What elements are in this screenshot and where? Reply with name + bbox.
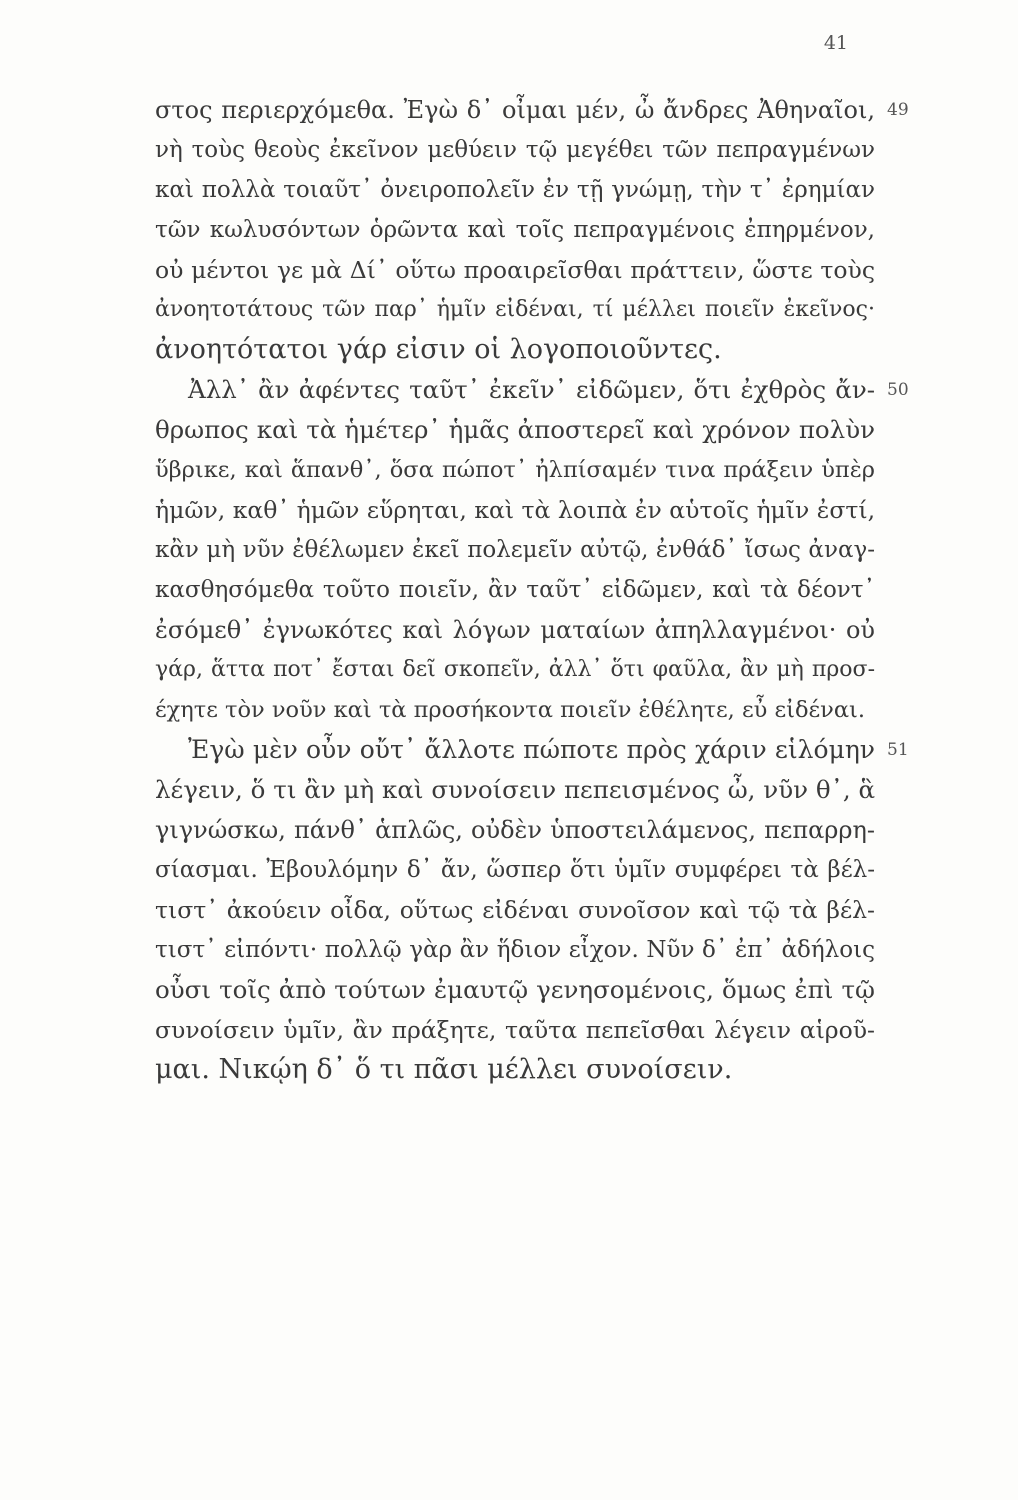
text-line: οὖσι τοῖς ἀπὸ τούτων ἐμαυτῷ γενησομένοις, ὅμως ἐπὶ τῷ [155, 975, 875, 1004]
text-line: συνοίσειν ὑμῖν, ἂν πράξητε, ταῦτα πεπεῖσθαι λέγειν αἱροῦ- [155, 1016, 875, 1044]
text-line: λέγειν, ὅ τι ἂν μὴ καὶ συνοίσειν πεπεισμένος ὦ, νῦν θ᾿, ἃ [155, 775, 875, 804]
section-number: 49 [887, 100, 909, 120]
text-line: κἂν μὴ νῦν ἐθέλωμεν ἐκεῖ πολεμεῖν αὐτῷ, ἐνθάδ᾿ ἴσως ἀναγ- [155, 537, 875, 563]
page-number: 41 [823, 32, 848, 54]
text-line: ἀνοητοτάτους τῶν παρ᾿ ἡμῖν εἰδέναι, τί μέλλει ποιεῖν ἐκεῖνος· [155, 297, 875, 322]
text-line: γάρ, ἅττα ποτ᾿ ἔσται δεῖ σκοπεῖν, ἀλλ᾿ ὅτι φαῦλα, ἂν μὴ προσ- [155, 657, 875, 682]
text-line: οὐ μέντοι γε μὰ Δί᾿ οὕτω προαιρεῖσθαι πράττειν, ὥστε τοὺς [155, 256, 875, 284]
text-line: ἐσόμεθ᾿ ἐγνωκότες καὶ λόγων ματαίων ἀπηλλαγμένοι· οὐ [155, 616, 875, 644]
text-line: στος περιερχόμεθα. Ἐγὼ δ᾿ οἶμαι μέν, ὦ ἄνδρες Ἀθηναῖοι, [155, 96, 875, 124]
section-number: 51 [887, 740, 909, 760]
text-line: θρωπος καὶ τὰ ἡμέτερ᾿ ἡμᾶς ἀποστερεῖ καὶ χρόνον πολὺν [155, 415, 875, 444]
text-line: σίασμαι. Ἐβουλόμην δ᾿ ἄν, ὥσπερ ὅτι ὑμῖν συμφέρει τὰ βέλ- [155, 857, 875, 883]
text-line: Ἐγὼ μὲν οὖν οὔτ᾿ ἄλλοτε πώποτε πρὸς χάριν εἱλόμην [188, 735, 875, 764]
text-line: νὴ τοὺς θεοὺς ἐκεῖνον μεθύειν τῷ μεγέθει τῶν πεπραγμένων [155, 137, 875, 163]
text-line: καὶ πολλὰ τοιαῦτ᾿ ὀνειροπολεῖν ἐν τῇ γνώμῃ, τὴν τ᾿ ἐρημίαν [155, 177, 875, 203]
text-line: τιστ᾿ ἀκούειν οἶδα, οὕτως εἰδέναι συνοῖσον καὶ τῷ τὰ βέλ- [155, 896, 875, 924]
text-line: ἡμῶν, καθ᾿ ἡμῶν εὕρηται, καὶ τὰ λοιπὰ ἐν αὑτοῖς ἡμῖν ἐστί, [155, 496, 876, 524]
text-line: Ἀλλ᾿ ἂν ἀφέντες ταῦτ᾿ ἐκεῖν᾿ εἰδῶμεν, ὅτι ἐχθρὸς ἄν- [188, 375, 875, 404]
text-line: έχητε τὸν νοῦν καὶ τὰ προσήκοντα ποιεῖν ἐθέλητε, εὖ εἰδέναι. [155, 697, 865, 723]
text-line: ἀνοητότατοι γάρ εἰσιν οἱ λογοποιοῦντες. [155, 334, 722, 365]
section-number: 50 [887, 380, 909, 400]
text-line: κασθησόμεθα τοῦτο ποιεῖν, ἂν ταῦτ᾿ εἰδῶμεν, καὶ τὰ δέοντ᾿ [155, 577, 875, 603]
text-line: ὕβρικε, καὶ ἅπανθ᾿, ὅσα πώποτ᾿ ἠλπίσαμέν τινα πράξειν ὑπὲρ [155, 457, 875, 483]
text-line: τιστ᾿ εἰπόντι· πολλῷ γὰρ ἂν ἥδιον εἶχον. Νῦν δ᾿ ἐπ᾿ ἀδήλοις [155, 937, 875, 963]
text-line: μαι. Νικῴη δ᾿ ὅ τι πᾶσι μέλλει συνοίσειν. [155, 1054, 733, 1085]
text-line: γιγνώσκω, πάνθ᾿ ἁπλῶς, οὐδὲν ὑποστειλάμενος, πεπαρρη- [155, 816, 875, 844]
text-line: τῶν κωλυσόντων ὁρῶντα καὶ τοῖς πεπραγμένοις ἐπηρμένον, [155, 217, 875, 243]
